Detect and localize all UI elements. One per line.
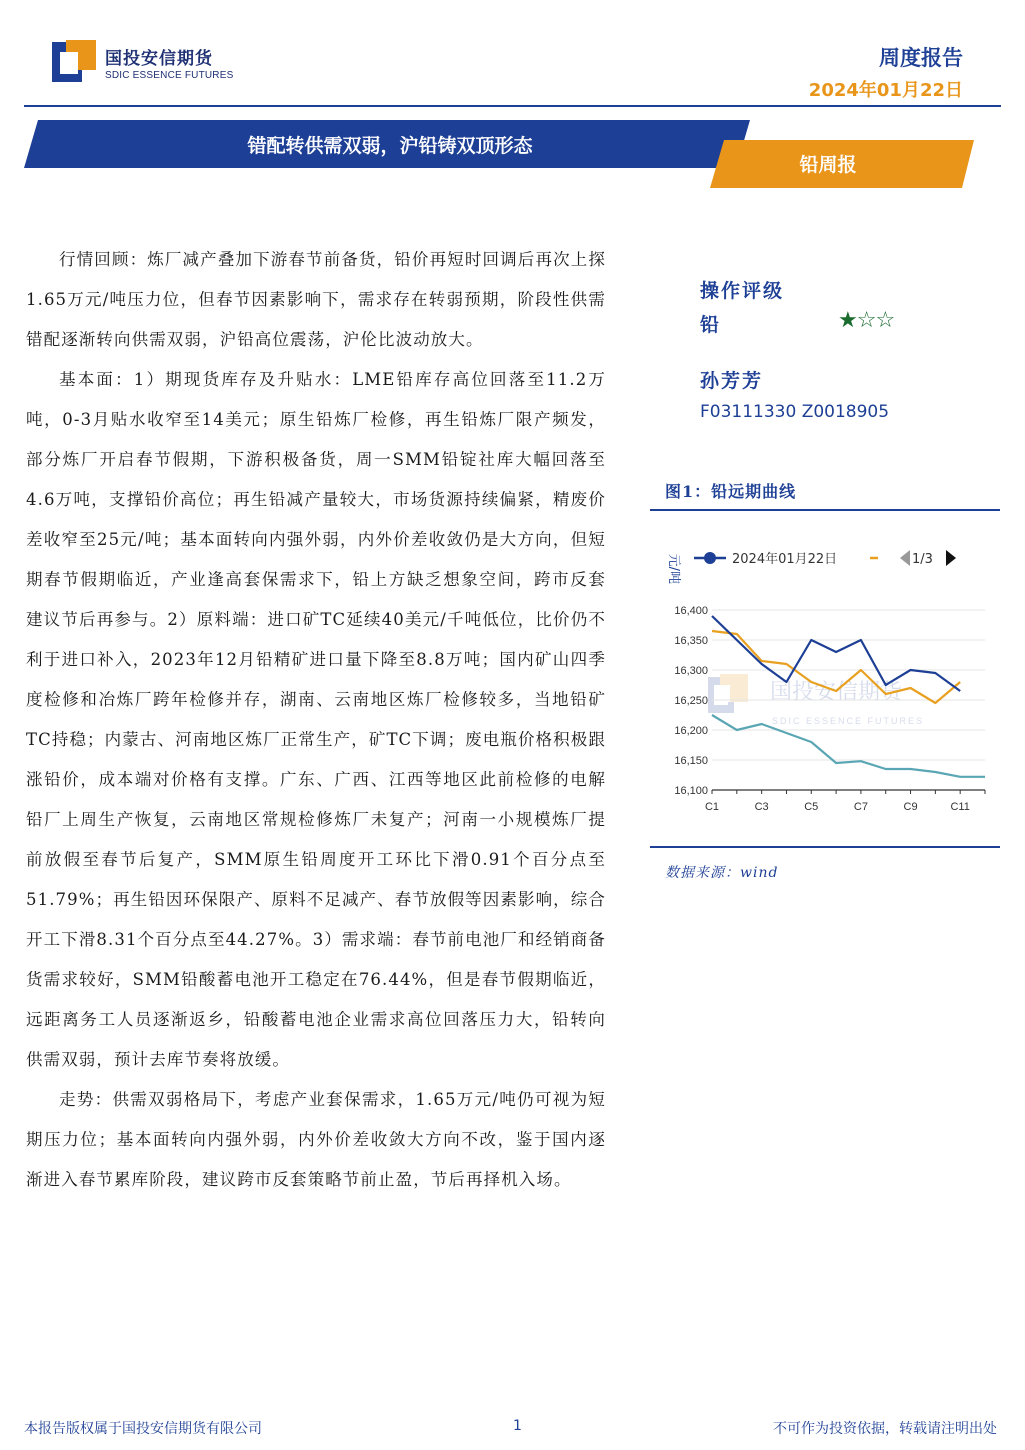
y-tick-label: 16,350 (674, 635, 708, 647)
y-tick-label: 16,100 (674, 785, 708, 797)
analyst-license-ids: F03111330 Z0018905 (700, 402, 890, 422)
paragraph-outlook: 走势：供需双弱格局下，考虑产业套保需求，1.65万元/吨仍可视为短期压力位；基本面转向内强外弱，内外价差收敛大方向不改，鉴于国内逐渐进入春节累库阶段，建议跨市反套策略节前止盈，节后再择机入场。 (26, 1090, 606, 1189)
logo-mark-icon (52, 40, 96, 84)
report-category-tag: 铅周报 (799, 154, 857, 176)
legend-next-icon[interactable] (946, 550, 956, 566)
analyst-name: 孙芳芳 (700, 370, 764, 392)
legend-marker-series1 (704, 552, 716, 564)
watermark-cn: 国投安信期货 (770, 680, 903, 705)
report-body (26, 240, 606, 1200)
logo-text-en: SDIC ESSENCE FUTURES (105, 70, 234, 81)
report-date: 2024年01月22日 (808, 80, 963, 101)
paragraph-market-review: 行情回顾：炼厂减产叠加下游春节前备货，铅价再短时回调后再次上探1.65万元/吨压力位，但春节因素影响下，需求存在转弱预期，阶段性供需错配逐渐转向供需双弱，沪铅高位震荡，沪伦比波动放大。 (26, 250, 606, 349)
y-tick-label: 16,300 (674, 665, 708, 677)
x-tick-label: C5 (804, 801, 819, 813)
legend-pager: 1/3 (912, 552, 933, 567)
x-tick-label: C3 (754, 801, 769, 813)
y-tick-label: 16,400 (674, 605, 708, 617)
watermark-en: SDIC ESSENCE FUTURES (772, 716, 925, 726)
rating-title: 操作评级 (700, 280, 785, 302)
y-tick-label: 16,200 (674, 725, 708, 737)
rating-commodity: 铅 (700, 314, 720, 336)
lead-forward-curve-chart (650, 540, 1000, 830)
x-tick-label: C11 (950, 801, 970, 813)
header-divider (24, 105, 1001, 107)
page-number: 1 (513, 1418, 522, 1434)
x-tick-label: C1 (704, 801, 720, 813)
x-tick-label: C7 (853, 801, 868, 813)
y-tick-label: 16,250 (674, 695, 708, 707)
report-type: 周度报告 (879, 46, 963, 70)
legend-prev-icon[interactable] (900, 550, 910, 566)
y-axis-unit: 元/吨 (666, 553, 681, 584)
y-tick-label: 16,150 (674, 755, 708, 767)
company-logo (52, 40, 232, 88)
figure-top-rule (650, 509, 1000, 511)
rating-stars-icon: ★☆☆ (838, 308, 895, 333)
figure-bottom-rule (650, 846, 1000, 848)
footer-copyright: 本报告版权属于国投安信期货有限公司 (24, 1421, 262, 1437)
paragraph-fundamentals: 基本面：1）期现货库存及升贴水：LME铅库存高位回落至11.2万吨，0-3月贴水收窄至14美元；原生铅炼厂检修，再生铅炼厂限产频发，部分炼厂开启春节假期，下游积极备货，周一SMM铅锭社库大幅回落至4.6万吨，支撑铅价高位；再生铅减产量较大，市场货源持续偏紧，精废价差收窄至25元/吨；基本面转向内强外弱，内外价差收敛仍是大方向，但短期春节假期临近，产业逢高套保需求下，铅上方缺乏想象空间，跨市反套建议节后再参与。2）原料端：进口矿TC延续40美元/千吨低位，比价仍不利于进口补入，2023年12月铅精矿进口量下降至8.8万吨；国内矿山四季度检修和冶炼厂跨年检修并存，湖南、云南地区炼厂检修较多，当地铅矿TC持稳；内蒙古、河南地区炼厂正常生产，矿TC下调；废电瓶价格积极跟涨铅价，成本端对价格有支撑。广东、广西、江西等地区此前检修的电解铅厂上周生产恢复，云南地区常规检修炼厂未复产；河南一小规模炼厂提前放假至春节后复产，SMM原生铅周度开工环比下滑0.91个百分点至51.79%；再生铅因环保限产、原料不足减产、春节放假等因素影响，综合开工下滑8.31个百分点至44.27%。3）需求端：春节前电池厂和经销商备货需求较好，SMM铅酸蓄电池开工稳定在76.44%，但是春节假期临近，远距离务工人员逐渐返乡，铅酸蓄电池企业需求高位回落压力大，铅转向供需双弱，预计去库节奏将放缓。 (26, 370, 606, 1069)
footer-disclaimer: 不可作为投资依据，转载请注明出处 (773, 1421, 997, 1437)
x-tick-label: C9 (903, 801, 918, 813)
logo-text-cn: 国投安信期货 (105, 49, 213, 69)
figure-source: 数据来源：wind (665, 865, 779, 881)
report-title: 错配转供需双弱，沪铅铸双顶形态 (247, 135, 533, 157)
chart-legend (694, 550, 956, 567)
legend-label-series1: 2024年01月22日 (732, 552, 838, 567)
figure-title: 图1：铅远期曲线 (665, 482, 797, 501)
